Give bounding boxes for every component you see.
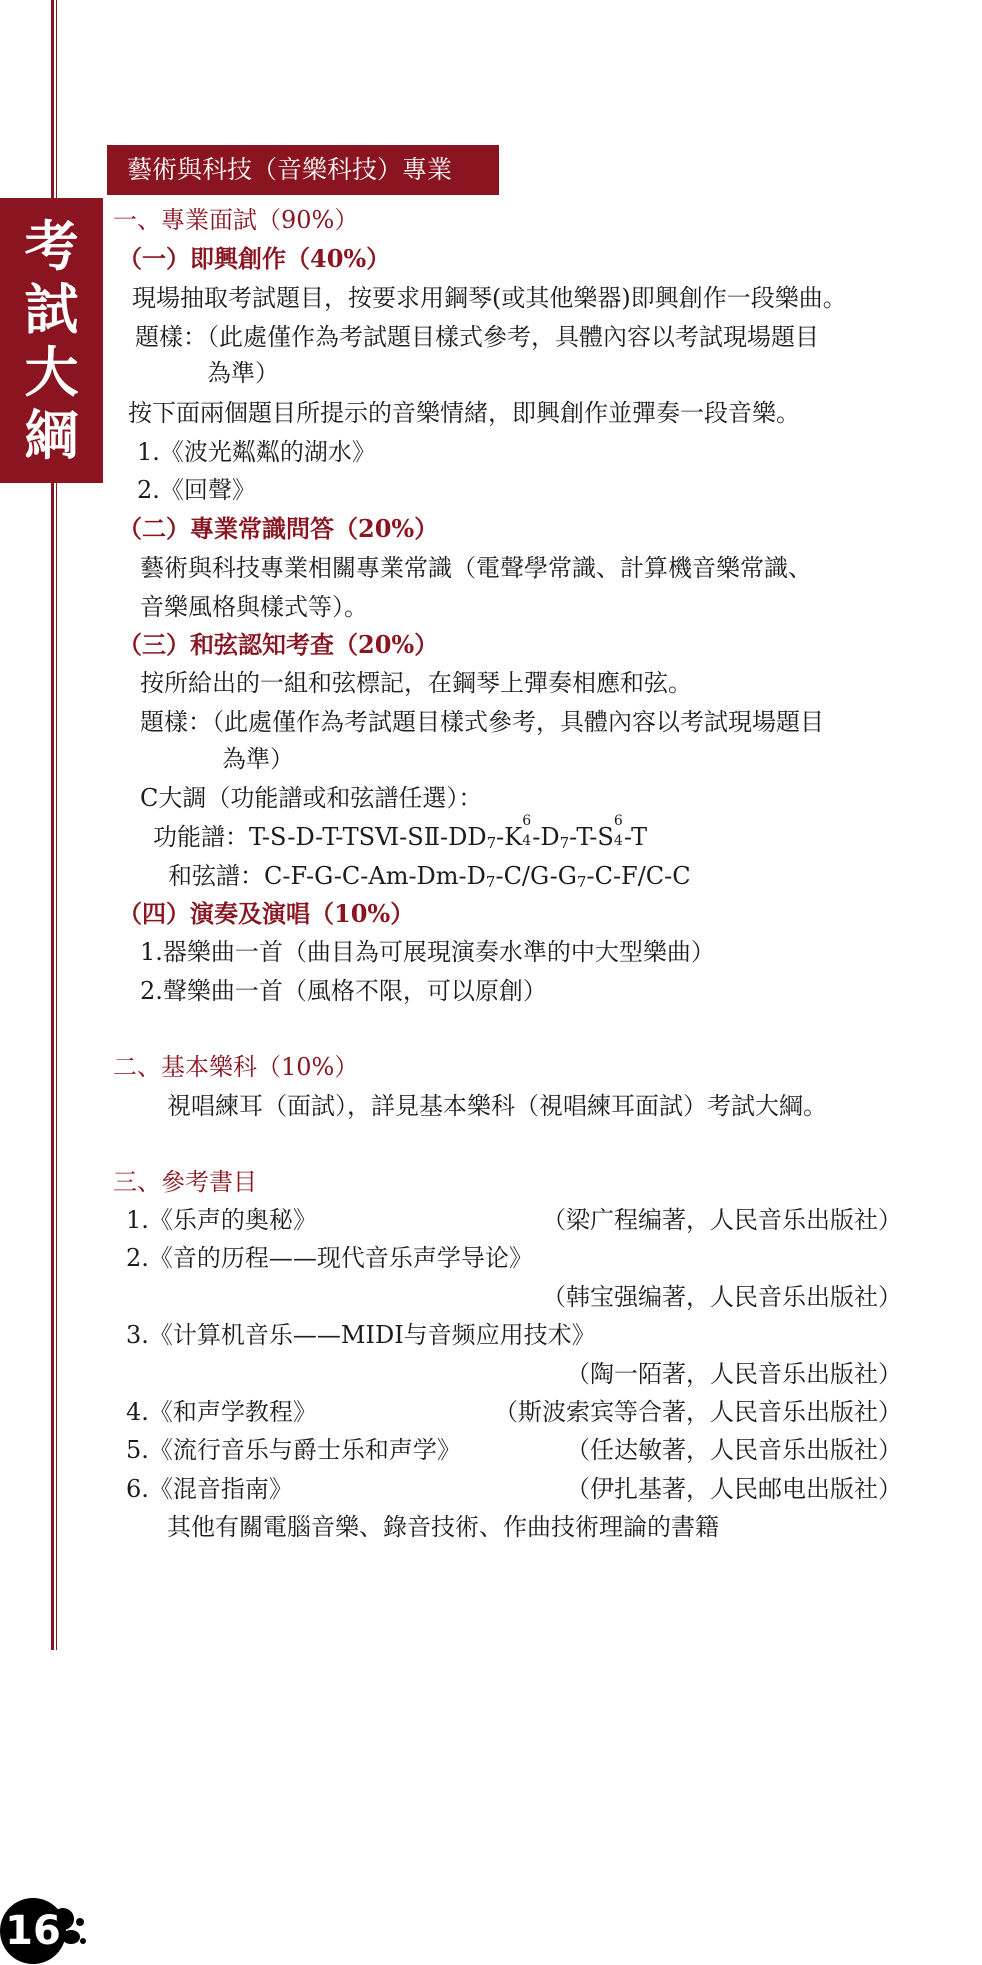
function-notation-part: -T-S (569, 823, 614, 851)
list-item: 1.器樂曲一首（曲目為可展現演奏水準的中大型樂曲） (140, 938, 715, 966)
subscript: 4 (522, 833, 532, 849)
page-title: 藝術與科技（音樂科技）專業 (107, 145, 499, 195)
list-item: 1.《波光粼粼的湖水》 (137, 438, 376, 466)
ink-splatter (76, 1918, 84, 1926)
subscript: 7 (486, 834, 497, 852)
function-notation-part: -D (532, 823, 560, 851)
subsection-a-desc: 現場抽取考試題目，按要求用鋼琴(或其他樂器)即興創作一段樂曲。 (132, 284, 847, 312)
superscript: 6 (522, 813, 532, 829)
subsection-b-desc-line2: 音樂風格與樣式等）。 (140, 593, 368, 621)
book-title: 6.《混音指南》 (126, 1475, 293, 1503)
subsection-a-heading: （一）即興創作（40%） (118, 244, 391, 273)
section-1-heading: 一、專業面試（90%） (113, 206, 359, 234)
function-notation (153, 813, 648, 852)
subsection-b-heading: （二）專業常識問答（20%） (118, 514, 439, 543)
subsection-a-instruction: 按下面兩個題目所提示的音樂情緒，即興創作並彈奏一段音樂。 (128, 399, 800, 427)
ink-splatter (80, 1938, 86, 1944)
side-tab-char: 試 (24, 276, 79, 341)
s64-symbol (569, 813, 623, 852)
book-author: （陶一陌著，人民音乐出版社） (566, 1360, 902, 1388)
superscript: 6 (613, 813, 623, 829)
function-notation-label: 功能譜： (153, 823, 249, 851)
book-author: （伊扎基著，人民邮电出版社） (566, 1475, 902, 1503)
section-2-desc: 視唱練耳（面試），詳見基本樂科（視唱練耳面試）考試大綱。 (167, 1092, 827, 1120)
book-author: （梁广程编著，人民音乐出版社） (542, 1206, 902, 1234)
book-title: 4.《和声学教程》 (126, 1398, 317, 1426)
book-title: 2.《音的历程——现代音乐声学导论》 (126, 1244, 533, 1272)
function-notation-part: -K (496, 823, 523, 851)
book-author: （斯波索宾等合著，人民音乐出版社） (494, 1398, 902, 1426)
chord-notation-label: 和弦譜： (168, 862, 264, 890)
chord-notation (168, 861, 691, 891)
list-item: 2.聲樂曲一首（風格不限，可以原創） (140, 977, 547, 1005)
side-tab-char: 考 (24, 213, 79, 278)
book-title: 5.《流行音乐与爵士乐和声学》 (126, 1436, 461, 1464)
function-notation-part: T-S-D-T-TSⅥ-SⅡ-DD (249, 823, 487, 851)
section-3-heading: 三、參考書目 (113, 1168, 257, 1196)
subscript: 7 (559, 834, 570, 852)
chord-notation-part: -C/G-G (495, 862, 577, 890)
chord-notation-part: -C-F/C-C (586, 862, 691, 890)
k64-symbol (496, 813, 532, 852)
function-notation-part: -T (623, 823, 648, 851)
subscript: 7 (576, 873, 587, 891)
page-number: 16 (0, 1898, 66, 1964)
other-references: 其他有關電腦音樂、錄音技術、作曲技術理論的書籍 (167, 1513, 719, 1541)
subscript: 7 (485, 873, 496, 891)
subsection-c-desc: 按所給出的一組和弦標記，在鋼琴上彈奏相應和弦。 (140, 669, 692, 697)
side-tab-char: 綱 (24, 402, 79, 467)
subsection-c-sample-line2: 為準） (222, 745, 294, 773)
book-title: 1.《乐声的奥秘》 (126, 1206, 317, 1234)
subsection-a-sample-line1: 題樣：（此處僅作為考試題目樣式參考，具體內容以考試現場題目 (135, 323, 819, 351)
list-item: 2.《回聲》 (137, 476, 256, 504)
side-tab-char: 大 (24, 339, 79, 404)
book-author: （韩宝强编著，人民音乐出版社） (542, 1283, 902, 1311)
subsection-c-heading: （三）和弦認知考查（20%） (118, 630, 439, 659)
subsection-c-key: C大調（功能譜或和弦譜任選）： (140, 784, 483, 812)
subscript: 4 (613, 833, 623, 849)
subsection-c-sample-line1: 題樣：（此處僅作為考試題目樣式參考，具體內容以考試現場題目 (140, 708, 824, 736)
section-2-heading: 二、基本樂科（10%） (113, 1053, 359, 1081)
side-section-tab (0, 198, 103, 483)
book-author: （任达敏著，人民音乐出版社） (566, 1436, 902, 1464)
subsection-d-heading: （四）演奏及演唱（10%） (118, 899, 415, 928)
subsection-a-sample-line2: 為準） (207, 359, 279, 387)
subsection-b-desc-line1: 藝術與科技專業相關專業常識（電聲學常識、計算機音樂常識、 (140, 554, 812, 582)
chord-notation-part: C-F-G-C-Am-Dm-D (264, 862, 486, 890)
book-title: 3.《计算机音乐——MIDI与音频应用技术》 (126, 1321, 596, 1349)
